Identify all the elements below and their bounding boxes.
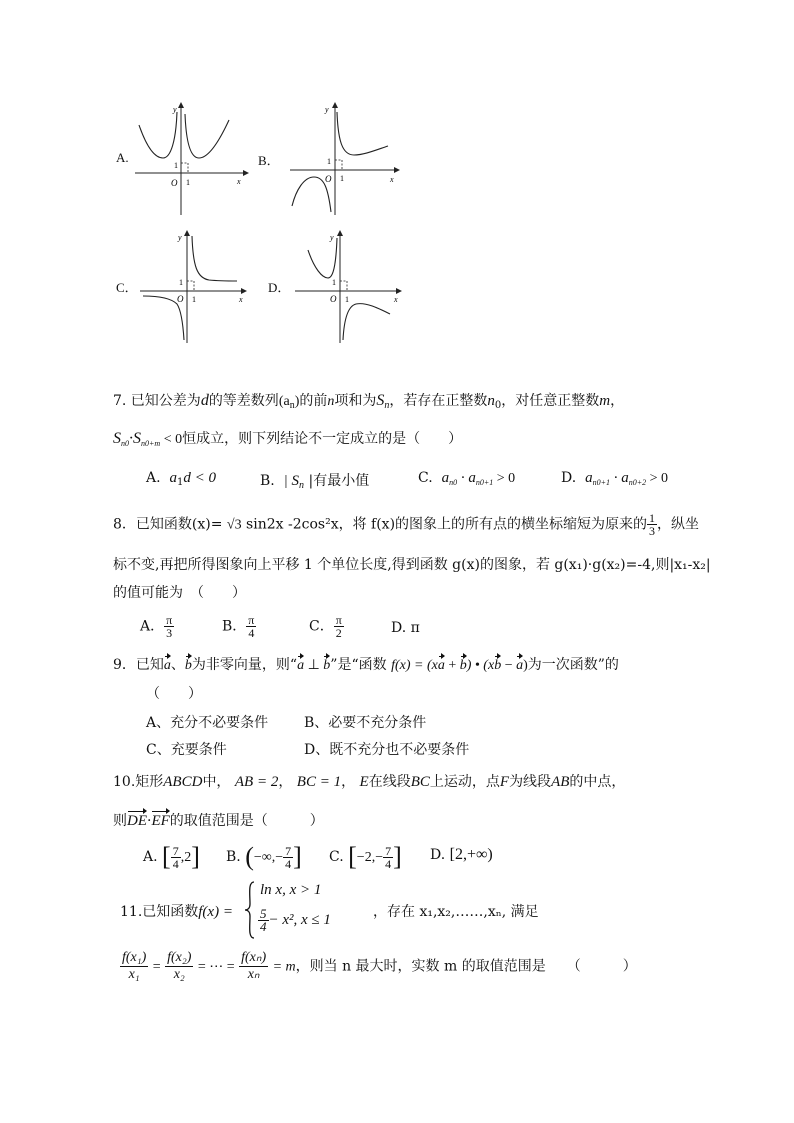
graph-a-origin: O [171, 178, 178, 188]
graph-c-one-y: 1 [179, 278, 183, 287]
graph-d-x-label: x [394, 295, 398, 304]
graph-b-origin: O [325, 174, 332, 184]
q9-option-c[interactable]: C、充要条件 [146, 742, 227, 758]
graph-b-y-label: y [325, 105, 329, 114]
graph-a-x-label: x [237, 177, 241, 186]
q11-line2: $\frac{\text{f(x₁)}}{\text{x₁}}$ = $\frac{\text{f(x₂)}}{\text{x₂}}$ = ⋯ = $\frac{\text{f(xₙ)}}{\text{xₙ}}$ = m，则当 n 最大时，实数 m 的取值范围是 （ ） [122, 950, 637, 982]
q8-line1: 8．已知函数(x)= √3 sin2x -2cos²x，将 f(x)的图象上的所有点的横坐标缩短为原来的 $\frac{1}{3}$ ，纵坐 [113, 511, 700, 538]
q10-line1: 10.矩形ABCD中， AB = 2， BC = 1， E在线段BC上运动，点F为线段AB的中点， [113, 774, 626, 790]
q11-case1: ln x, x > 1 [260, 882, 322, 898]
graph-c-y-label: y [178, 233, 182, 242]
q7-option-d[interactable]: D. $a_{n0+1} \cdot a_{n0+2} > 0$ [561, 470, 669, 487]
graph-d-origin: O [330, 294, 337, 304]
graph-d-y-label: y [330, 233, 334, 242]
q8-line2: 标不变,再把所得图象向上平移 1 个单位长度,得到函数 g(x)的图象，若 g(x₁)·g(x₂)=-4,则|x₁-x₂| [113, 557, 711, 573]
q10-option-c[interactable]: C. [−2,− $\frac{7}{4}$ ] [329, 842, 402, 871]
q10-option-a[interactable]: A. [ $\frac{7}{4}$ ,2] [143, 842, 200, 871]
graph-c-one-x: 1 [192, 295, 196, 304]
q7-line1: 7. 已知公差为d的等差数列$(a_n)$的前n项和为$S_n$，若存在正整数$n_0$，对任意正整数m， [113, 392, 625, 411]
graph-c [135, 228, 250, 348]
q9-option-d[interactable]: D、既不充分也不必要条件 [304, 742, 470, 758]
graph-a-one-y: 1 [174, 161, 178, 170]
q8-option-c[interactable]: C． $\frac{\pi}{2}$ [309, 613, 342, 640]
graph-c-letter: C． [116, 280, 138, 295]
graph-b-x-label: x [390, 175, 394, 184]
graph-d-one-x: 1 [345, 295, 349, 304]
q9-option-a[interactable]: A、充分不必要条件 [146, 715, 269, 731]
graph-b [280, 100, 405, 220]
graph-a-one-x: 1 [186, 178, 190, 187]
graph-a-letter: A. [116, 150, 129, 165]
graph-a [125, 100, 250, 220]
q9-line2: （ ） [146, 686, 202, 702]
q11-line1-rest: ，存在 x₁,x₂,……,xₙ, 满足 [373, 904, 539, 920]
graph-c-origin: O [177, 294, 184, 304]
graph-c-x-label: x [239, 295, 243, 304]
graph-b-one-y: 1 [327, 157, 331, 166]
graph-d-letter: D． [268, 280, 291, 295]
q11-case2: $\frac{5}{4}$ − x², x ≤ 1 [260, 906, 331, 934]
q9-option-b[interactable]: B、必要不充分条件 [304, 715, 427, 731]
q8-option-a[interactable]: A． $\frac{\pi}{3}$ [140, 613, 173, 640]
graph-d [290, 228, 405, 348]
q7-option-b[interactable]: B. | $S_n$ |有最小值 [260, 473, 370, 491]
q10-line2: 则DE·EF的取值范围是（ ） [113, 813, 324, 829]
q10-option-b[interactable]: B. (−∞,− $\frac{7}{4}$ ] [226, 842, 302, 871]
graph-b-one-x: 1 [340, 174, 344, 183]
q11-brace [244, 880, 256, 940]
graph-a-y-label: y [173, 105, 177, 114]
graph-d-one-y: 1 [332, 278, 336, 287]
q8-option-d[interactable]: D. π [391, 620, 420, 636]
q8-line3: 的值可能为 （ ） [113, 585, 246, 601]
q7-option-c[interactable]: C. $a_{n0} \cdot a_{n0+1} > 0$ [418, 470, 516, 487]
q9-line1: 9．已知a、b为非零向量，则“a ⊥ b”是“函数 f(x) = (xa + b) • (xb − a)为一次函数”的 [113, 657, 619, 673]
q7-option-a[interactable]: A. $a_1d < 0$ [146, 470, 216, 488]
q7-line2: $S_{n0}\cdot S_{n0+m} < 0$恒成立，则下列结论不一定成立的是（ ） [113, 430, 463, 448]
q8-option-b[interactable]: B． $\frac{\pi}{4}$ [222, 613, 255, 640]
q10-option-d[interactable]: D. [2,+∞) [430, 846, 493, 863]
q11-prefix: 11.已知函数f(x) = [120, 904, 233, 920]
graph-b-letter: B． [258, 153, 280, 168]
